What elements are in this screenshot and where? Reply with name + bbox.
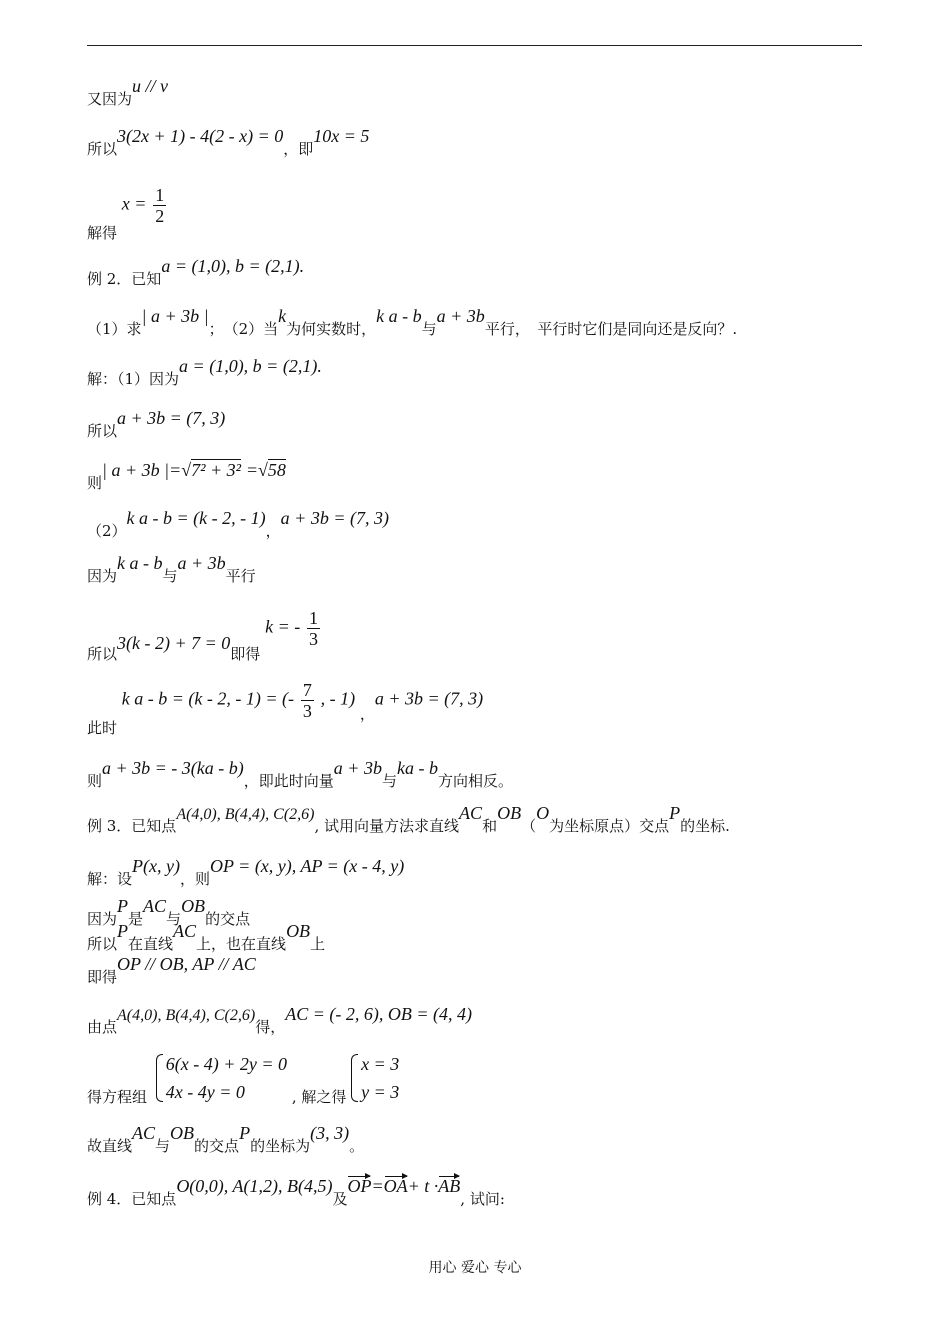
text: 与 [381,772,397,790]
text: （2） [87,522,127,540]
math: , - 1) [320,688,356,709]
math: AC [173,921,197,941]
line-13 [87,758,513,791]
text: 所以 [87,644,118,663]
math: OP // OB, AP // AC [117,954,256,974]
text: 则 [87,474,103,492]
text: 此时 [87,718,118,737]
math: | a + 3b | [141,306,209,326]
vector-ab: AB [438,1176,461,1196]
equation-row: 4x - 4y = 0 [165,1082,245,1102]
math: OB [286,921,311,941]
text: 与 [166,910,182,928]
line-4 [87,256,305,289]
line-16 [87,896,251,929]
math: k a - b = (k - 2, - 1) [126,508,266,528]
text: 例 4．已知点 [87,1190,177,1208]
math: a = (1,0), b = (2,1). [161,256,305,276]
vector-op: OP [347,1176,372,1196]
line-9 [87,508,389,541]
math: O [536,803,550,823]
math: ka - b [396,758,438,778]
math: = [371,1176,384,1196]
sqrt-radicand: 58 [267,460,286,480]
text: ，即 [283,140,314,158]
text: ，则 [179,870,210,888]
equation-row: x = 3 [361,1054,400,1074]
text: 所以 [87,422,118,440]
math: AC = (- 2, 6), OB = (4, 4) [285,1004,472,1024]
text: ，即此时向量 [243,772,334,790]
line-21 [87,1123,365,1156]
math: O(0,0), A(1,2), B(4,5) [176,1176,333,1196]
sqrt: √58 [258,460,286,480]
text: 例 3．已知点 [87,817,177,835]
math: AC [132,1123,156,1143]
math: u // v [132,76,169,96]
text: , 试用向量方法求直线 [314,817,460,835]
sqrt: √7² + 3² [181,460,242,480]
text: 及 [332,1190,348,1208]
line-10 [87,553,256,586]
fraction-numerator: 7 [302,680,312,700]
text: 。 [349,1137,365,1155]
text: 即得 [230,644,261,663]
text: ， [265,522,281,540]
line-7 [87,408,226,441]
line-11 [87,608,322,663]
math: a = (1,0), b = (2,1). [179,356,322,376]
line-3 [87,185,168,242]
equation-row: y = 3 [361,1082,400,1102]
math: x = [121,193,147,214]
math: OB [497,803,522,823]
math: a + 3b = (7, 3) [280,508,389,528]
math: A(4,0), B(4,4), C(2,6) [176,806,315,823]
line-12 [87,680,484,737]
math: OB [170,1123,195,1143]
text: 因为 [87,910,118,928]
solution-system [351,1050,399,1106]
text: 的交点 [194,1137,240,1155]
text: 方向相反。 [437,772,513,790]
math: P [117,896,129,916]
header-rule [87,45,862,46]
fraction [301,680,314,721]
fraction-numerator: 1 [155,185,165,205]
text: 故直线 [87,1137,133,1155]
math: 3(k - 2) + 7 = 0 [117,632,231,653]
text: 平行， 平行时它们是同向还是反向？. [484,320,738,338]
math: OB [181,896,206,916]
text: （1）求 [87,320,142,338]
text: 得， [255,1018,286,1036]
text: 得方程组 [87,1088,148,1106]
line-22 [87,1176,505,1209]
line-20 [87,1050,399,1106]
line-8 [87,460,286,493]
text: 的坐标. [680,817,730,835]
text: 与 [421,320,437,338]
line-5 [87,306,738,339]
line-1 [87,76,169,109]
text: 的交点 [205,910,251,928]
fraction [307,608,320,649]
line-17 [87,921,326,954]
math: AC [143,896,167,916]
text: 则 [87,772,103,790]
math: P [117,921,129,941]
equation-system [156,1050,287,1106]
math: OP = (x, y), AP = (x - 4, y) [210,856,405,876]
math: a + 3b = (7, 3) [117,408,226,428]
text: 在直线 [128,935,174,953]
math: k a - b = (k - 2, - 1) = (- [121,688,295,709]
text: 即得 [87,968,118,986]
text: 由点 [87,1018,118,1036]
line-19 [87,1004,472,1038]
text: 平行 [225,567,256,585]
line-2 [87,126,370,159]
text: 解得 [87,223,118,242]
text: 所以 [87,140,118,158]
text: 为坐标原点）交点 [549,817,670,835]
text: ； （2）当 [208,320,279,338]
math: a + 3b [436,306,485,326]
math: a + 3b = (7, 3) [374,688,484,709]
fraction-denominator: 2 [155,206,165,226]
text: 解：设 [87,870,133,888]
math: P [669,803,681,823]
math: P(x, y) [132,856,180,876]
text: 和 [482,817,498,835]
text: 是 [128,910,144,928]
text: 与 [155,1137,171,1155]
line-6 [87,356,322,389]
text: , 试问: [460,1190,505,1208]
math: a + 3b [333,758,382,778]
math: = [245,460,258,480]
math: a + 3b [177,553,226,573]
fraction-numerator: 1 [309,608,318,628]
text: 例 2．已知 [87,270,162,288]
text: 的坐标为 [250,1137,311,1155]
text: 因为 [87,567,118,585]
math: | a + 3b |= [102,460,182,480]
text: 上 [310,935,326,953]
text: 解：（1）因为 [87,370,180,388]
vector-oa: OA [383,1176,408,1196]
math: k [278,306,287,326]
math: 3(2x + 1) - 4(2 - x) = 0 [117,126,284,146]
fraction-denominator: 3 [302,701,312,721]
fraction-denominator: 3 [309,629,318,649]
page-footer: 用心 爱心 专心 [428,1260,522,1276]
text: 所以 [87,935,118,953]
math: k a - b [117,553,163,573]
math: k = - [265,616,301,637]
math: AC [459,803,483,823]
fraction [153,185,166,226]
math: 10x = 5 [313,126,370,146]
text: 与 [162,567,178,585]
sqrt-radicand: 7² + 3² [191,460,242,480]
math: (3, 3) [310,1123,350,1143]
text: （ [521,817,537,835]
line-18 [87,954,256,987]
math: P [239,1123,251,1143]
equation-row: 6(x - 4) + 2y = 0 [165,1054,288,1074]
text: , 解之得 [291,1088,347,1106]
text: 为何实数时， [286,320,377,338]
math: k a - b [376,306,422,326]
line-14 [87,803,730,837]
math: A(4,0), B(4,4), C(2,6) [117,1007,256,1024]
text: 又因为 [87,90,133,108]
line-15 [87,856,405,889]
math: a + 3b = - 3(ka - b) [102,758,244,778]
text: ， [359,704,375,723]
text: 上，也在直线 [196,935,287,953]
math: + t · [407,1176,439,1196]
